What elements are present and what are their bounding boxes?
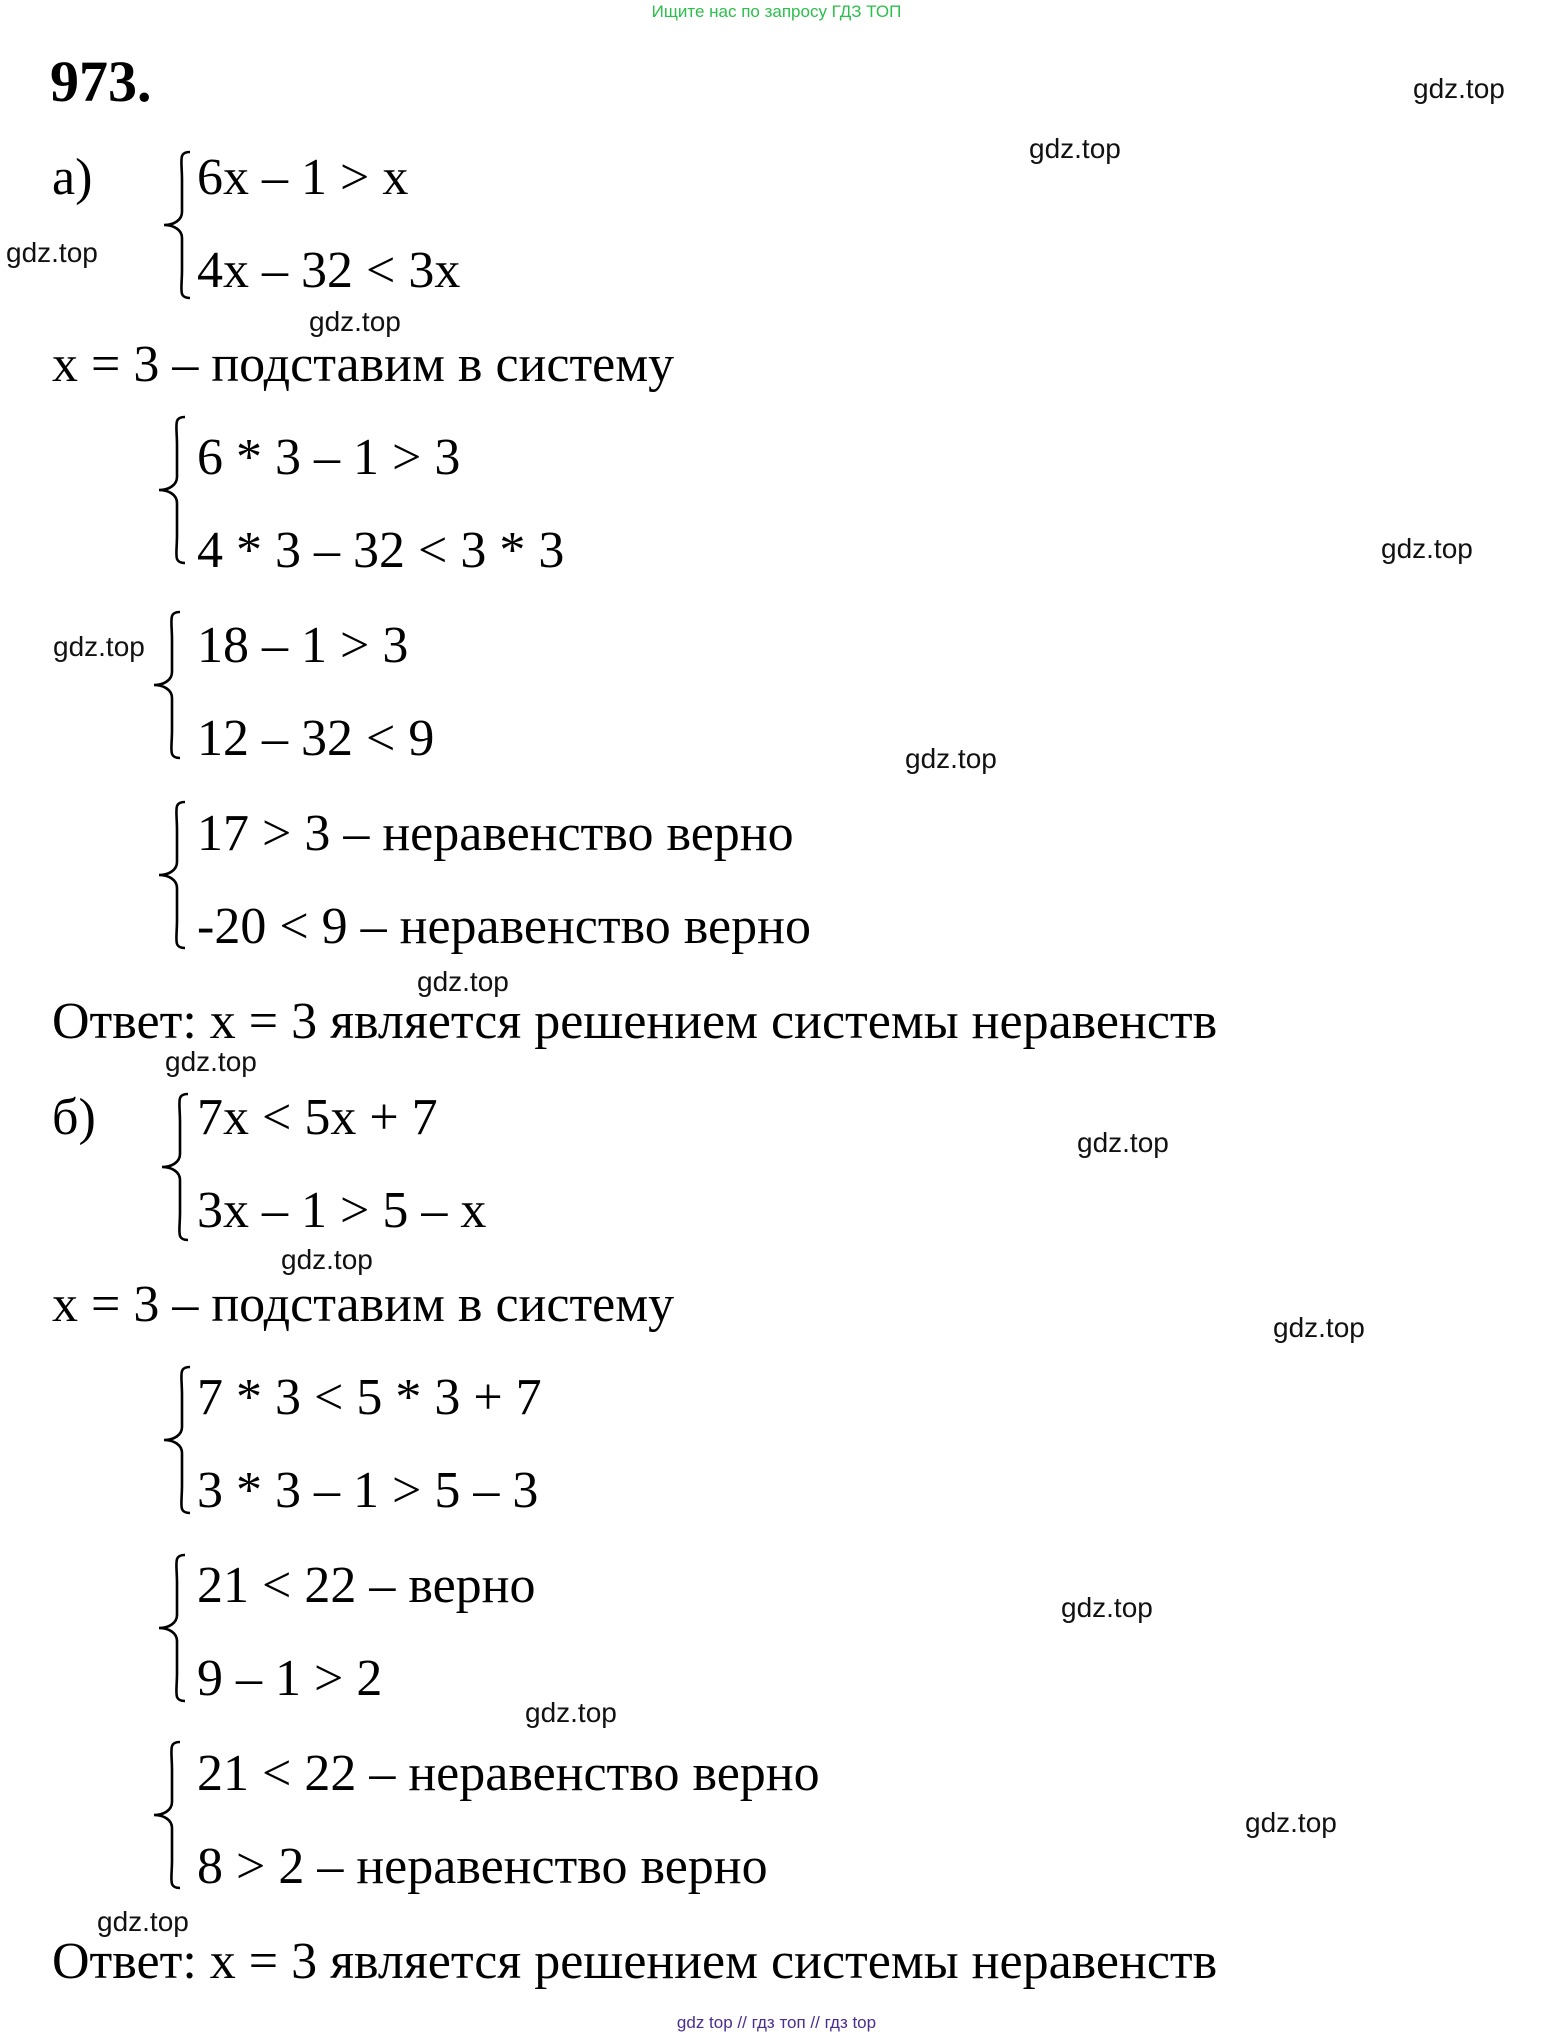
part-a-step1-brace xyxy=(155,415,187,565)
problem-number: 973. xyxy=(50,49,152,114)
part-b-step1-line-1: 7 * 3 < 5 * 3 + 7 xyxy=(197,1369,542,1426)
watermark: gdz.top xyxy=(1381,533,1473,564)
part-a-step3-brace xyxy=(155,800,187,950)
watermark: gdz.top xyxy=(905,743,997,774)
part-a-step2-line-2: 12 – 32 < 9 xyxy=(197,710,435,767)
part-b-step1-brace xyxy=(160,1365,192,1515)
part-b-step2-line-2: 9 – 1 > 2 xyxy=(197,1650,383,1707)
watermark: gdz.top xyxy=(6,237,98,268)
part-a-label: а) xyxy=(52,149,93,206)
part-a-step2-line-1: 18 – 1 > 3 xyxy=(197,617,409,674)
part-a-system-line-2: 4x – 32 < 3x xyxy=(197,242,461,299)
part-a-step3-line-1: 17 > 3 – неравенство верно xyxy=(197,805,794,862)
part-b-label: б) xyxy=(52,1089,96,1146)
watermark: gdz.top xyxy=(1061,1592,1153,1623)
watermark: gdz.top xyxy=(309,306,401,337)
watermark: gdz.top xyxy=(1273,1312,1365,1343)
watermark: gdz.top xyxy=(1245,1807,1337,1838)
watermark: gdz.top xyxy=(417,966,509,997)
watermark: gdz.top xyxy=(1029,133,1121,164)
watermark: gdz.top xyxy=(1413,73,1505,104)
bottom-banner[interactable]: gdz top // гдз топ // гдз top xyxy=(676,2013,877,2032)
watermark: gdz.top xyxy=(525,1697,617,1728)
watermark: gdz.top xyxy=(53,631,145,662)
part-a-substitution: x = 3 – подставим в систему xyxy=(52,336,675,393)
part-a-step3-line-2: -20 < 9 – неравенство верно xyxy=(197,898,811,955)
part-b-step1-line-2: 3 * 3 – 1 > 5 – 3 xyxy=(197,1462,539,1519)
part-b-system-line-2: 3x – 1 > 5 – x xyxy=(197,1182,487,1239)
watermark: gdz.top xyxy=(97,1906,189,1937)
part-b-system-brace xyxy=(158,1092,190,1242)
part-b-step2-line-1: 21 < 22 – верно xyxy=(197,1557,536,1614)
part-b-system-line-1: 7x < 5x + 7 xyxy=(197,1089,438,1146)
watermark: gdz.top xyxy=(281,1244,373,1275)
watermark: gdz.top xyxy=(1077,1127,1169,1158)
part-b-step3-line-2: 8 > 2 – неравенство верно xyxy=(197,1838,768,1895)
watermark: gdz.top xyxy=(165,1046,257,1077)
part-b-substitution: x = 3 – подставим в систему xyxy=(52,1276,675,1333)
part-a-system-line-1: 6x – 1 > x xyxy=(197,149,409,206)
part-b-step2-brace xyxy=(155,1553,187,1703)
part-b-step3-brace xyxy=(150,1740,182,1890)
part-a-answer: Ответ: x = 3 является решением системы неравенств xyxy=(52,993,1218,1050)
part-a-step1-line-2: 4 * 3 – 32 < 3 * 3 xyxy=(197,522,565,579)
part-b-answer: Ответ: x = 3 является решением системы неравенств xyxy=(52,1933,1218,1990)
part-a-step2-brace xyxy=(150,610,182,760)
part-a-system-brace xyxy=(160,150,192,300)
part-b-step3-line-1: 21 < 22 – неравенство верно xyxy=(197,1745,820,1802)
top-banner[interactable]: Ищите нас по запросу ГДЗ ТОП xyxy=(651,2,902,21)
part-a-step1-line-1: 6 * 3 – 1 > 3 xyxy=(197,429,461,486)
